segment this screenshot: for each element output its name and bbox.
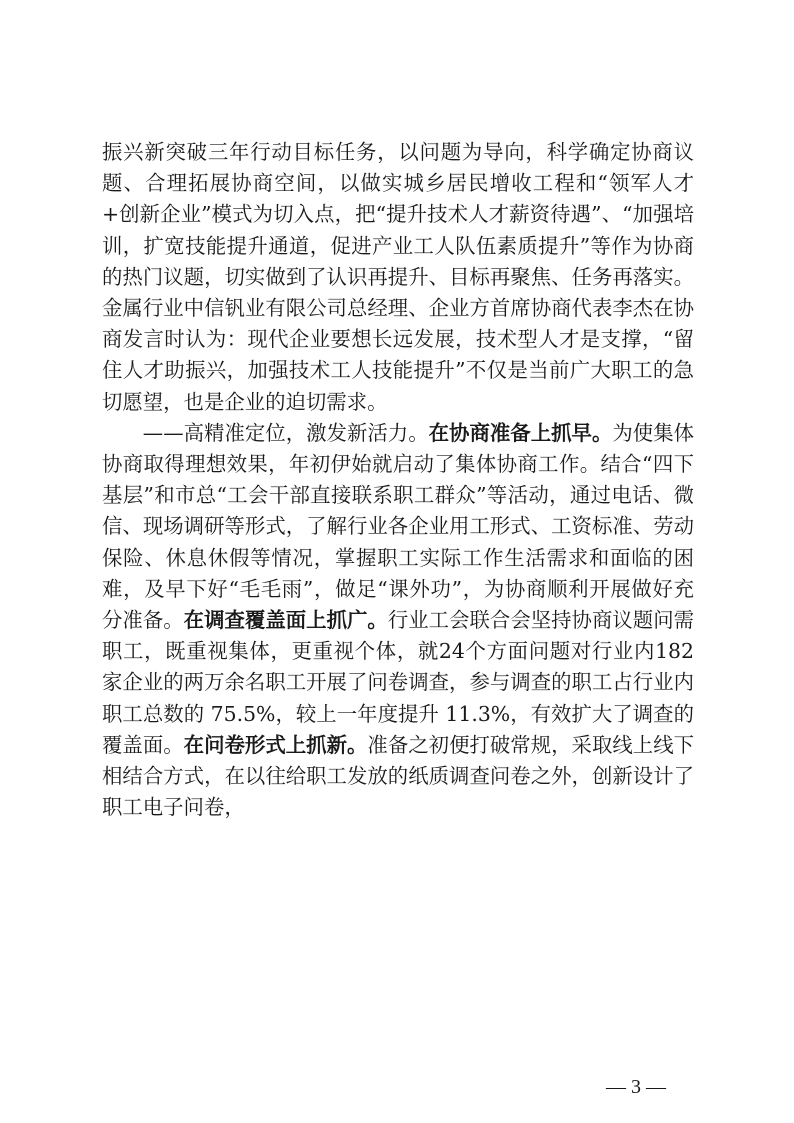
paragraph-text: 为使集体协商取得理想效果，年初伊始就启动了集体协商工作。结合“四下基层”和市总“工会干部直接联系职工群众”等活动，通过电话、微信、现场调研等形式，了解行业各企业用工形式、工资标准、劳动保险、休息休假等情况，掌握职工实际工作生活需求和面临的困难，及早下好“毛毛雨”，做足“课外功”，为协商顺利开展做好充分准备。	[102, 420, 695, 633]
bold-heading-phrase: 在问卷形式上抓新。	[183, 732, 368, 757]
paragraph-text: 准备之初便打破常规，采取线上线下相结合方式，在以往给职工发放的纸质调查问卷之外，创新设计了职工电子问卷，	[102, 732, 695, 820]
paragraph-text: 行业工会联合会坚持协商议题问需职工，既重视集体，更重视个体，就24个方面问题对行业内182家企业的两万余名职工开展了问卷调查，参与调查的职工占行业内职工总数的 75.5%，较上一年度提升 11.3%，有效扩大了调查的覆盖面。	[102, 608, 695, 757]
paragraph	[102, 137, 694, 418]
page-number: — 3 —	[606, 1076, 666, 1098]
paragraph	[102, 418, 694, 824]
bold-heading-phrase: 在协商准备上抓早。	[428, 420, 613, 445]
bold-heading-phrase: 在调查覆盖面上抓广。	[183, 608, 388, 633]
paragraph-text: ——高精准定位，激发新活力。	[142, 420, 429, 445]
body-text	[102, 137, 694, 823]
paragraph-text: 振兴新突破三年行动目标任务，以问题为导向，科学确定协商议题、合理拓展协商空间，以做实城乡居民增收工程和“领军人才+创新企业”模式为切入点，把“提升技术人才薪资待遇”、“加强培训，扩宽技能提升通道，促进产业工人队伍素质提升”等作为协商的热门议题，切实做到了认识再提升、目标再聚焦、任务再落实。金属行业中信钒业有限公司总经理、企业方首席协商代表李杰在协商发言时认为：现代企业要想长远发展，技术型人才是支撑，“留住人才助振兴，加强技术工人技能提升”不仅是当前广大职工的急切愿望，也是企业的迫切需求。	[102, 140, 694, 414]
